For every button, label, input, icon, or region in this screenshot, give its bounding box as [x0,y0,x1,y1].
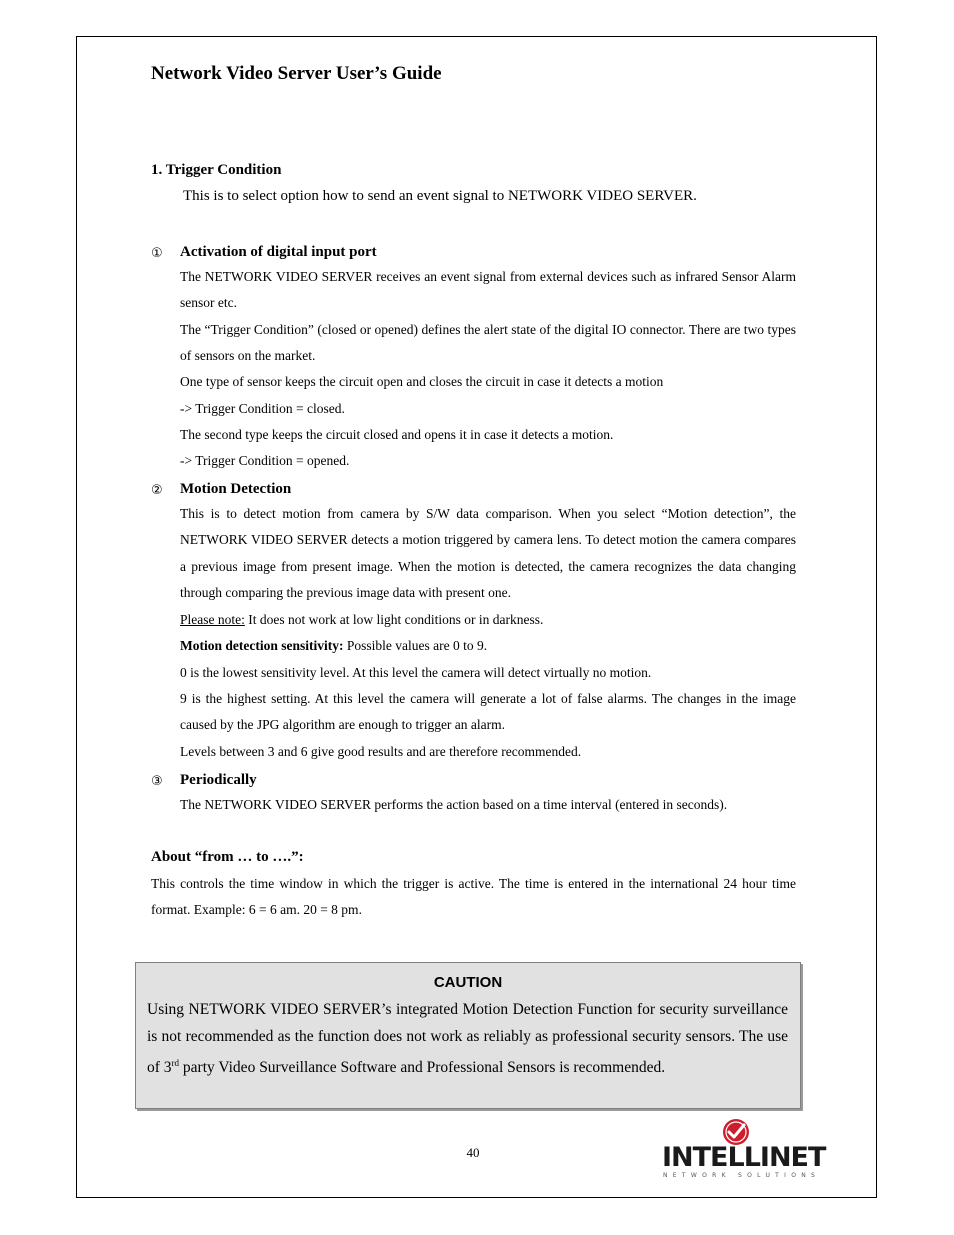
item2-sensitivity [180,638,487,654]
page-title: Network Video Server User’s Guide [151,63,442,84]
item3-paragraph-1: The NETWORK VIDEO SERVER performs the action based on a time interval (entered in seconds). [180,797,728,812]
section-intro: This is to select option how to send an event signal to NETWORK VIDEO SERVER. [183,188,697,204]
logo-tagline: NETWORK SOLUTIONS [663,1172,821,1179]
item2-note [180,612,543,628]
caution-title: CAUTION [433,974,503,991]
item1-line-3: One type of sensor keeps the circuit open and closes the circuit in case it detects a motion [180,374,664,389]
page-number: 40 [466,1145,480,1160]
section-heading: 1. Trigger Condition [151,162,282,178]
caution-text [147,997,788,1082]
item2-paragraph-high: 9 is the highest setting. At this level the camera will generate a lot of false alarms. The changes in the image caused by the JPG algorithm are enough to trigger an alarm. [180,691,796,733]
item-heading-digital-input: Activation of digital input port [180,244,377,260]
item1-line-6: -> Trigger Condition = opened. [180,453,350,468]
caution-text-after: party Video Surveillance Software and Professional Sensors is recommended. [179,1059,666,1077]
item-number-2: ② [151,483,163,498]
note-label: Please note: [180,612,245,627]
caution-superscript: rd [171,1058,180,1068]
intellinet-logo [660,1117,826,1183]
item2-paragraph-1: This is to detect motion from camera by S/W data comparison. When you select “Motion detection”, the NETWORK VIDEO SERVER detects a motion triggered by camera lens. To detect motion the camera compares a previous image from present image. When the motion is detected, the camera recognizes the data changing through comparing the previous image data with present one. [180,506,796,601]
item2-line-recommended: Levels between 3 and 6 give good results and are therefore recommended. [180,744,582,759]
note-text: It does not work at low light conditions or in darkness. [244,612,544,627]
item-number-3: ③ [151,774,163,789]
about-text: This controls the time window in which the trigger is active. The time is entered in the international 24 hour time format. Example: 6 = 6 am. 20 = 8 pm. [151,876,796,918]
item1-paragraph-1: The NETWORK VIDEO SERVER receives an event signal from external devices such as infrared Sensor Alarm sensor etc. [180,269,796,311]
item-number-1: ① [151,246,163,261]
item1-line-5: The second type keeps the circuit closed and opens it in case it detects a motion. [180,427,614,442]
item-heading-periodically: Periodically [180,772,257,788]
item-heading-motion-detection: Motion Detection [180,481,292,497]
about-heading: About “from … to ….”: [151,849,304,865]
caution-text-before: Using NETWORK VIDEO SERVER’s integrated Motion Detection Function for security surveillance is not recommended as the function does not work as reliably as professional security sensors. The use of 3 [147,1001,788,1077]
item1-paragraph-2: The “Trigger Condition” (closed or opened) defines the alert state of the digital IO connector. There are two types of sensors on the market. [180,322,796,364]
item1-line-4: -> Trigger Condition = closed. [180,401,345,416]
sensitivity-text: Possible values are 0 to 9. [343,638,488,653]
caution-box [135,962,801,1109]
item2-line-low: 0 is the lowest sensitivity level. At this level the camera will detect virtually no motion. [180,665,652,680]
logo-wordmark: INTELLINET [662,1142,826,1173]
sensitivity-label: Motion detection sensitivity: [180,638,344,653]
